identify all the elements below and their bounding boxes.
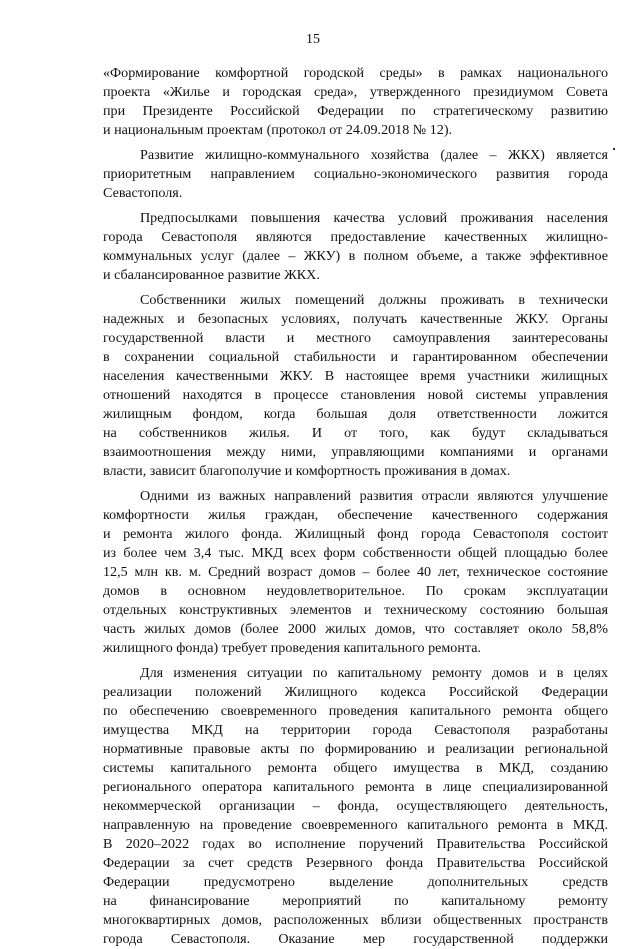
paragraph-2-line: приоритетным направлением социально-экономического развития города xyxy=(103,166,608,182)
paragraph-4-line: Собственники жилых помещений должны проживать в технически xyxy=(140,292,608,308)
paragraph-5-line: из более чем 3,4 тыс. МКД всех форм собственности общей площадью более xyxy=(103,545,608,561)
paragraph-5-line: и ремонта жилого фонда. Жилищный фонд города Севастополя состоит xyxy=(103,526,608,542)
paragraph-1-line: проекта «Жилье и городская среда», утвержденного президиумом Совета xyxy=(103,84,608,100)
page-number: 15 xyxy=(306,32,320,47)
paragraph-3-line: и сбалансированное развитие ЖКХ. xyxy=(103,267,320,283)
document-body xyxy=(103,64,608,949)
paragraph-4-line: отношений находятся в процессе становления новой системы управления xyxy=(103,387,608,403)
paragraph-6-line: на финансирование мероприятий по капитальному ремонту xyxy=(103,893,608,909)
paragraph-5-line: жилищного фонда) требует проведения капитального ремонта. xyxy=(103,640,481,656)
paragraph-6-line: Федерации за счет средств Резервного фонда Правительства Российской xyxy=(103,855,608,871)
paragraph-1-line: «Формирование комфортной городской среды» в рамках национального xyxy=(103,65,608,81)
paragraph-5-line: домов в основном неудовлетворительное. По срокам эксплуатации xyxy=(103,583,608,599)
paragraph-6-line: имущества МКД на территории города Севастополя разработаны xyxy=(103,722,608,738)
paragraph-5-line: Одними из важных направлений развития отрасли являются улучшение xyxy=(140,488,608,504)
paragraph-4-line: государственной власти и местного самоуправления заинтересованы xyxy=(103,330,608,346)
paragraph-6-line: города Севастополя. Оказание мер государственной поддержки xyxy=(103,931,608,947)
paragraph-6-line: системы капитального ремонта общего имущества в МКД, созданию xyxy=(103,760,608,776)
paragraph-6-line: Федерации предусмотрено выделение дополнительных средств xyxy=(103,874,608,890)
paragraph-6-line: регионального оператора капитального ремонта в лице специализированной xyxy=(103,779,608,795)
paragraph-1-line: и национальным проектам (протокол от 24.09.2018 № 12). xyxy=(103,122,453,138)
paragraph-2-line: Севастополя. xyxy=(103,185,183,201)
paragraph-4-line: власти, зависит благополучие и комфортность проживания в домах. xyxy=(103,463,511,479)
paragraph-5-line: часть жилых домов (более 2000 жилых домов, что составляет около 58,8% xyxy=(103,621,608,637)
paragraph-6-line: нормативные правовые акты по формированию и реализации региональной xyxy=(103,741,608,757)
paragraph-3-line: коммунальных услуг (далее – ЖКУ) в полном объеме, а также эффективное xyxy=(103,248,608,264)
paragraph-5-line: отдельных конструктивных элементов и техническому состоянию большая xyxy=(103,602,608,618)
paragraph-5-line: комфортности жилья граждан, обеспечение качественного содержания xyxy=(103,507,608,523)
paragraph-6-line: некоммерческой организации – фонда, осуществляющего деятельность, xyxy=(103,798,608,814)
paragraph-6-line: по обеспечению своевременного проведения капитального ремонта общего xyxy=(103,703,608,719)
paragraph-6-line: В 2020–2022 годах во исполнение поручений Правительства Российской xyxy=(103,836,608,852)
paragraph-5-line: 12,5 млн кв. м. Средний возраст домов – более 40 лет, техническое состояние xyxy=(103,564,608,580)
paragraph-6-line: Для изменения ситуации по капитальному ремонту домов и в целях xyxy=(140,665,608,681)
paragraph-4-line: надежных и безопасных условиях, получать качественные ЖКУ. Органы xyxy=(103,311,608,327)
paragraph-2-line: Развитие жилищно-коммунального хозяйства (далее – ЖКХ) является xyxy=(140,147,608,163)
paragraph-4-line: на собственников жилья. И от того, как будут складываться xyxy=(103,425,608,441)
paragraph-6-line: направленную на проведение своевременного капитального ремонта в МКД. xyxy=(103,817,608,833)
paragraph-4-line: в сохранении социальной стабильности и гарантированном обеспечении xyxy=(103,349,608,365)
paragraph-4-line: взаимоотношения между ними, управляющими компаниями и органами xyxy=(103,444,608,460)
paragraph-6-line: реализации положений Жилищного кодекса Российской Федерации xyxy=(103,684,608,700)
paragraph-3-line: Предпосылками повышения качества условий проживания населения xyxy=(140,210,608,226)
scan-speck xyxy=(613,148,615,150)
paragraph-6-line: многоквартирных домов, расположенных вблизи общественных пространств xyxy=(103,912,608,928)
paragraph-3-line: города Севастополя являются предоставление качественных жилищно- xyxy=(103,229,608,245)
paragraph-1-line: при Президенте Российской Федерации по стратегическому развитию xyxy=(103,103,608,119)
paragraph-4-line: населения качественными ЖКУ. В настоящее время участники жилищных xyxy=(103,368,608,384)
paragraph-4-line: жилищным фондом, когда большая доля ответственности ложится xyxy=(103,406,608,422)
